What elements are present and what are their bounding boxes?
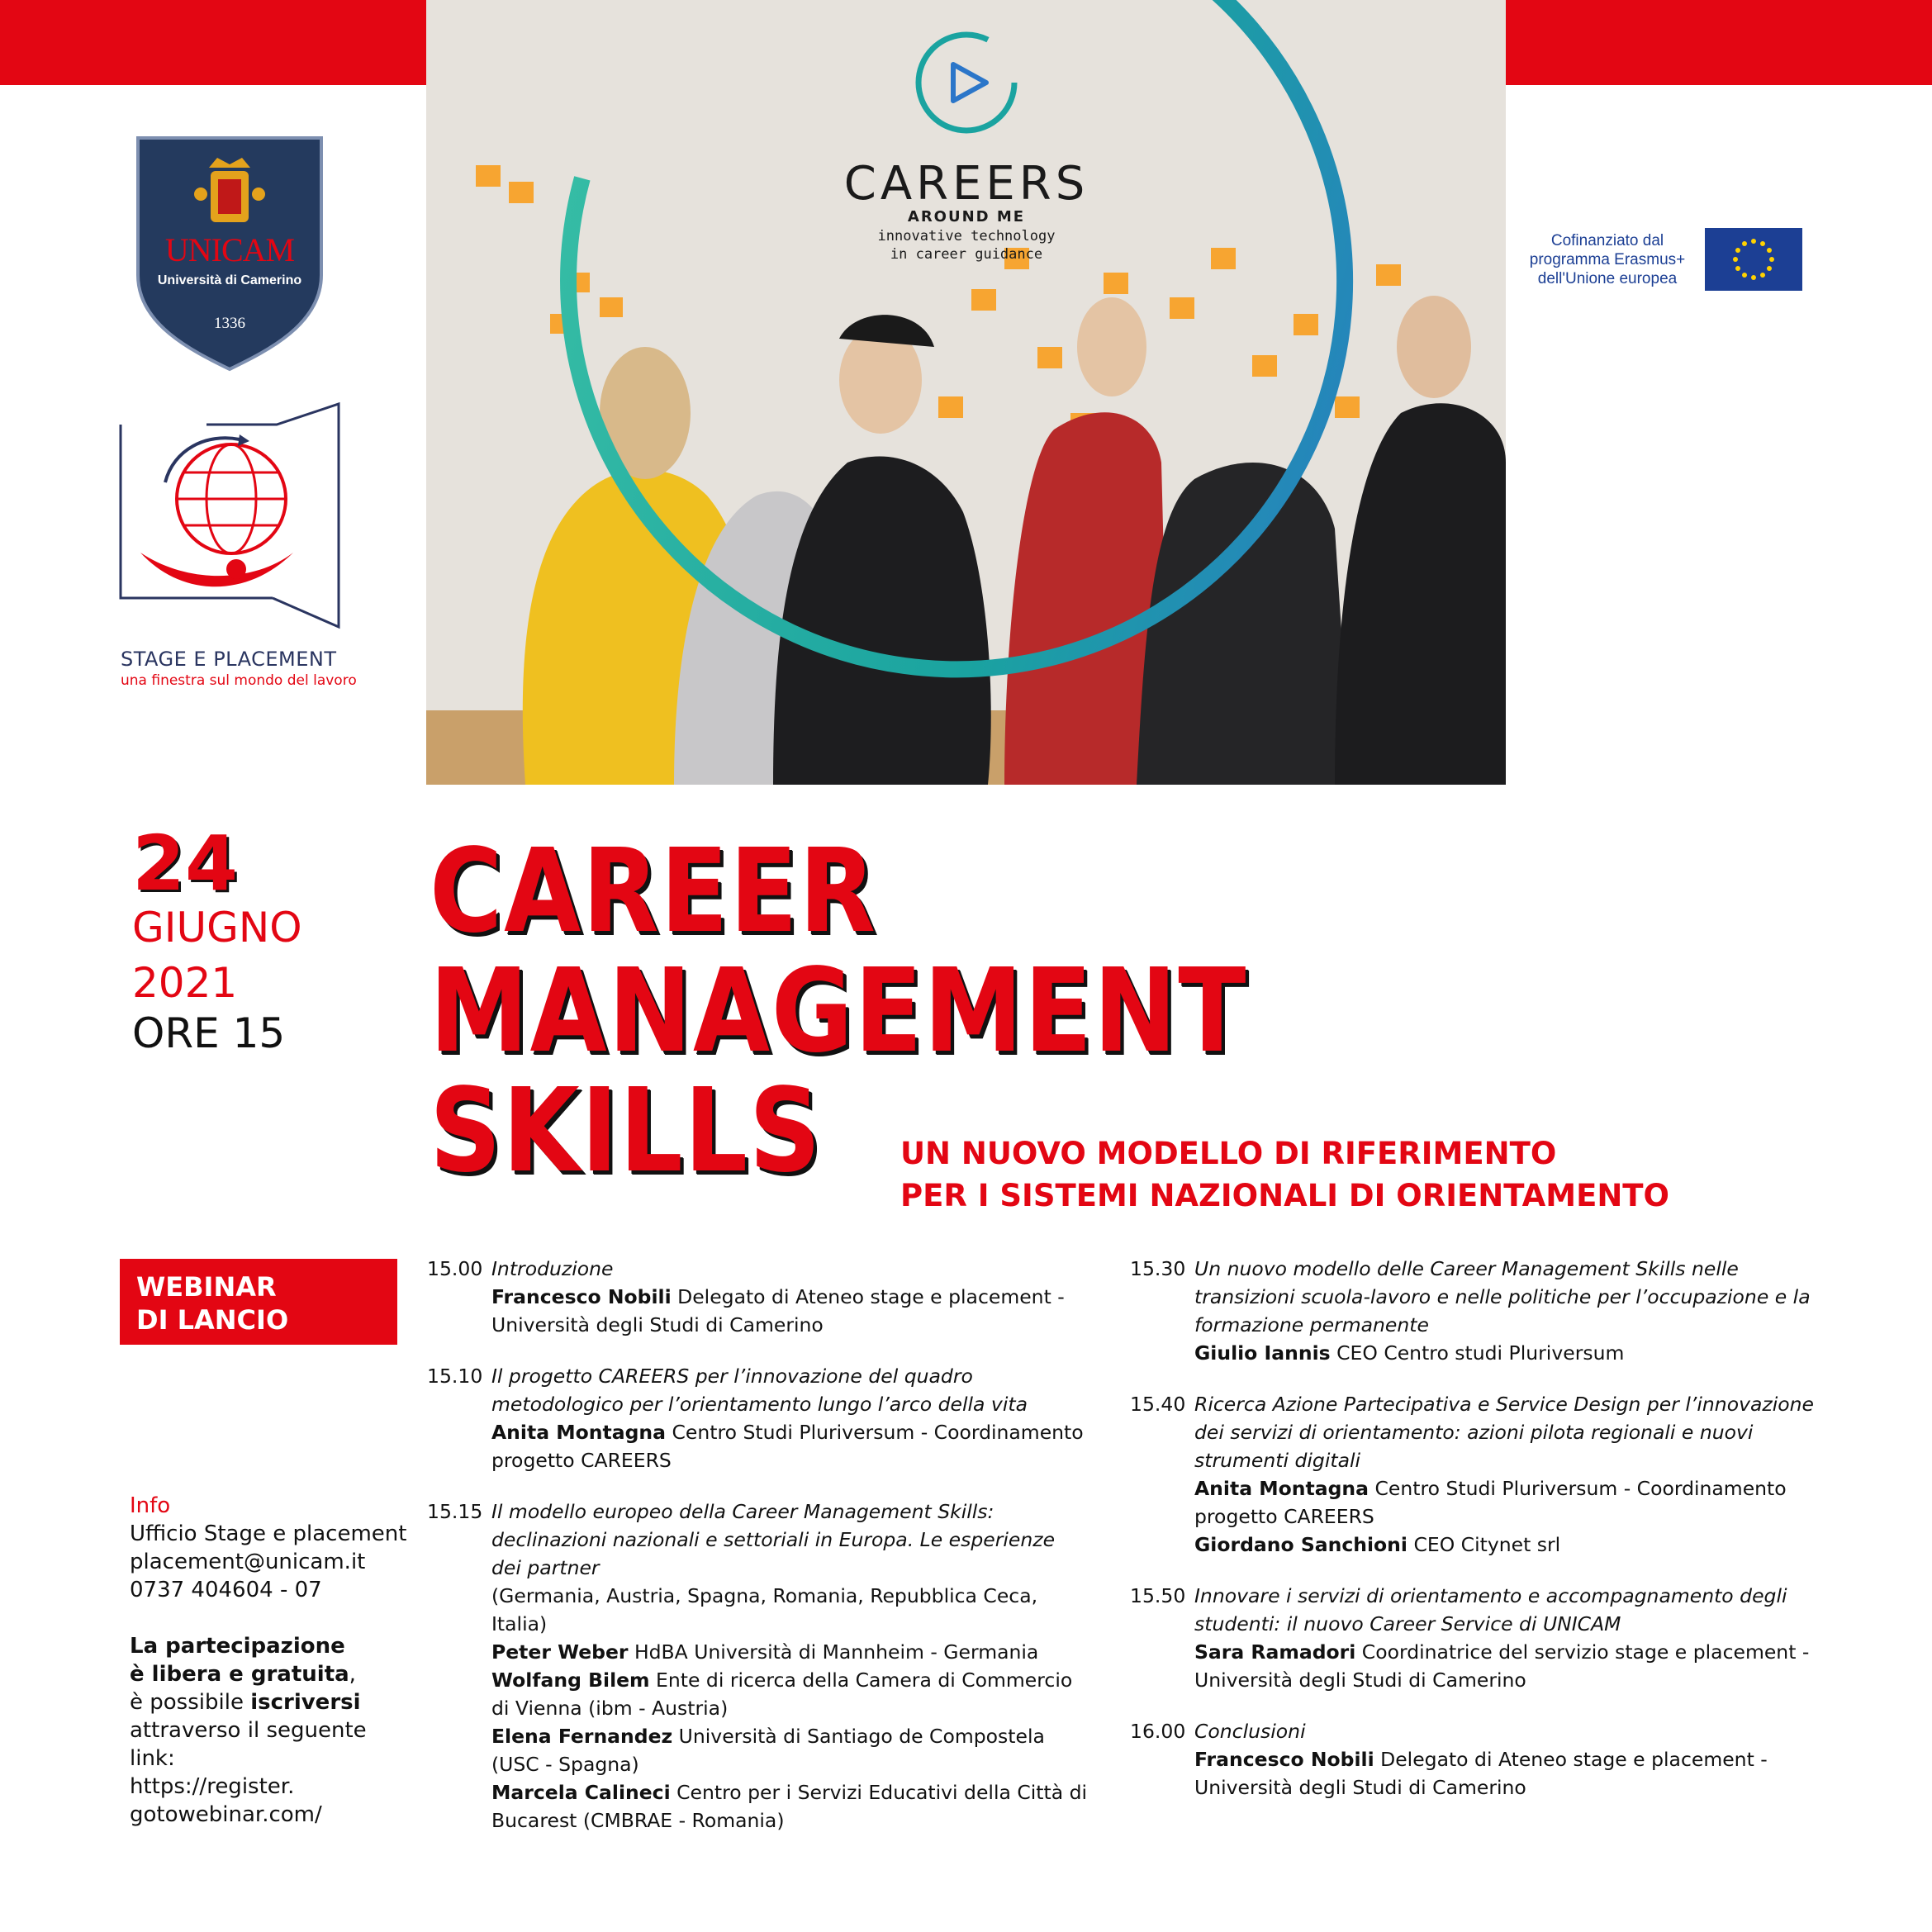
program-time: 15.10 [427, 1365, 483, 1388]
info-free: è libera e gratuita, [130, 1662, 356, 1687]
program-body [1194, 1255, 1824, 1367]
speaker-role: CEO Citynet srl [1407, 1533, 1561, 1556]
program-time: 15.50 [1130, 1584, 1186, 1607]
info-email[interactable]: placement@unicam.it [130, 1550, 366, 1574]
program-time: 15.30 [1130, 1257, 1186, 1280]
speaker-name: Giulio Iannis [1194, 1341, 1331, 1365]
speaker-line [1194, 1339, 1824, 1367]
program-body [491, 1498, 1088, 1835]
program-time: 15.00 [427, 1257, 483, 1280]
speaker-line [491, 1666, 1088, 1722]
photo-illustration [426, 0, 1506, 785]
speaker-line [1194, 1531, 1824, 1559]
webinar-line-2: DI LANCIO [136, 1304, 289, 1336]
info-label: Info [130, 1493, 171, 1518]
program-topic: Il modello europeo della Career Management Skills: declinazioni nazionali e settoriali in Europa. Le esperienze dei partner [491, 1500, 1056, 1579]
speaker-name: Anita Montagna [491, 1421, 667, 1444]
speaker-line [491, 1283, 1088, 1339]
program-item [1130, 1717, 1824, 1801]
program-item [1130, 1390, 1824, 1559]
subtitle-line-2: PER I SISTEMI NAZIONALI DI ORIENTAMENTO [900, 1178, 1669, 1213]
speaker-line [1194, 1745, 1824, 1801]
speaker-name: Francesco Nobili [1194, 1748, 1374, 1771]
program-topic: Il progetto CAREERS per l’innovazione del quadro metodologico per l’orientamento lungo l’arco della vita [491, 1365, 1028, 1416]
info-link-1[interactable]: https://register. [130, 1774, 295, 1799]
erasmus-line-1: Cofinanziato dal [1550, 232, 1664, 249]
person-icon [140, 553, 293, 586]
webinar-line-1: WEBINAR [136, 1271, 277, 1303]
program-time: 15.15 [427, 1500, 483, 1523]
program-item [1130, 1255, 1824, 1367]
erasmus-line-2: programma Erasmus+ [1529, 251, 1686, 268]
speaker-role: Ente di ricerca della Camera di Commercio di Vienna (ibm - Austria) [491, 1669, 1073, 1720]
speaker-line [1194, 1638, 1824, 1694]
title-line-1: CAREER [430, 824, 877, 959]
speaker-role: Centro Studi Pluriversum - Coordinamento progetto CAREERS [491, 1421, 1084, 1472]
unicam-logo [135, 135, 325, 373]
speaker-role: Università di Santiago de Compostela (USC - Spagna) [491, 1725, 1045, 1776]
title-line-3: SKILLS [430, 1064, 823, 1199]
erasmus-line-3: dell'Unione europea [1537, 270, 1678, 287]
speaker-name: Giordano Sanchioni [1194, 1533, 1407, 1556]
speaker-name: Marcela Calineci [491, 1781, 671, 1804]
title-line-2: MANAGEMENT [430, 944, 1248, 1079]
speaker-name: Anita Montagna [1194, 1477, 1369, 1500]
info-participation: La partecipazione [130, 1634, 345, 1659]
subtitle-line-1: UN NUOVO MODELLO DI RIFERIMENTO [900, 1136, 1557, 1171]
program-item [427, 1362, 1088, 1474]
top-red-bar-right [1506, 0, 1932, 85]
stage-placement-logo [116, 400, 357, 689]
date-year: 2021 [132, 959, 238, 1007]
speaker-name: Sara Ramadori [1194, 1640, 1356, 1664]
erasmus-text [1517, 231, 1698, 288]
speaker-role: Delegato di Ateneo stage e placement - Università degli Studi di Camerino [1194, 1748, 1768, 1799]
speaker-role: Delegato di Ateneo stage e placement - Università degli Studi di Camerino [491, 1285, 1065, 1336]
program-right [1130, 1255, 1824, 1825]
program-time: 15.40 [1130, 1393, 1186, 1416]
info-office: Ufficio Stage e placement [130, 1521, 407, 1546]
info-phone: 0737 404604 - 07 [130, 1578, 322, 1602]
careers-tagline-1: innovative technology [877, 228, 1056, 244]
speaker-name: Wolfang Bilem [491, 1669, 650, 1692]
speaker-role: CEO Centro studi Pluriversum [1330, 1341, 1625, 1365]
speaker-line [491, 1722, 1088, 1778]
erasmus-logo [1517, 228, 1802, 291]
info-block [130, 1492, 411, 1829]
speaker-name: Peter Weber [491, 1640, 629, 1664]
speaker-name: Francesco Nobili [491, 1285, 672, 1308]
speaker-role: Centro per i Servizi Educativi della Città di Bucarest (CMBRAE - Romania) [491, 1781, 1088, 1832]
webinar-badge [120, 1259, 397, 1345]
program-topic: Un nuovo modello delle Career Management Skills nelle transizioni scuola-lavoro e nelle politiche per l’occupazione e la formazione permanente [1194, 1257, 1811, 1336]
speaker-role: Coordinatrice del servizio stage e placement - Università degli Studi di Camerino [1194, 1640, 1810, 1692]
speaker-line [1194, 1474, 1824, 1531]
careers-tagline-2: in career guidance [890, 246, 1043, 263]
top-red-bar-left [0, 0, 426, 85]
program-topic: Introduzione [491, 1257, 614, 1280]
stage-title: STAGE E PLACEMENT [121, 648, 337, 671]
program-topic: Ricerca Azione Partecipativa e Service Design per l’innovazione dei servizi di orientamento: azioni pilota regionali e nuovi strumenti digitali [1194, 1393, 1814, 1472]
careers-wordmark: CAREERS [843, 157, 1089, 211]
program-body [491, 1362, 1088, 1474]
stage-subtitle: una finestra sul mondo del lavoro [121, 672, 357, 689]
eu-flag-icon [1705, 228, 1802, 291]
speaker-line [491, 1418, 1088, 1474]
hero-photo [426, 0, 1506, 785]
program-body [1194, 1390, 1824, 1559]
program-body [491, 1255, 1088, 1339]
date-time: ORE 15 [132, 1009, 286, 1057]
program-item [427, 1255, 1088, 1339]
program-item [427, 1498, 1088, 1835]
globe-icon [165, 434, 286, 553]
unicam-year: 1336 [214, 315, 245, 332]
program-body [1194, 1582, 1824, 1694]
program-note: (Germania, Austria, Spagna, Romania, Repubblica Ceca, Italia) [491, 1584, 1038, 1635]
date-day: 24 [132, 819, 239, 908]
info-register: è possibile iscriversi [130, 1690, 361, 1715]
program-body [1194, 1717, 1824, 1801]
program-left [427, 1255, 1088, 1858]
program-topic: Innovare i servizi di orientamento e accompagnamento degli studenti: il nuovo Career Service di UNICAM [1194, 1584, 1787, 1635]
speaker-line [491, 1778, 1088, 1835]
program-time: 16.00 [1130, 1720, 1186, 1743]
info-link-intro: attraverso il seguente link: [130, 1718, 367, 1771]
speaker-role: HdBA Università di Mannheim - Germania [628, 1640, 1039, 1664]
speaker-name: Elena Fernandez [491, 1725, 673, 1748]
unicam-name: UNICAM [164, 231, 295, 268]
date-month: GIUGNO [132, 904, 302, 952]
speaker-role: Centro Studi Pluriversum - Coordinamento progetto CAREERS [1194, 1477, 1787, 1528]
speaker-line [491, 1638, 1088, 1666]
unicam-subtitle: Università di Camerino [157, 273, 302, 287]
program-item [1130, 1582, 1824, 1694]
info-link-2[interactable]: gotowebinar.com/ [130, 1802, 322, 1827]
program-topic: Conclusioni [1194, 1720, 1306, 1743]
careers-around: AROUND ME [907, 208, 1026, 225]
